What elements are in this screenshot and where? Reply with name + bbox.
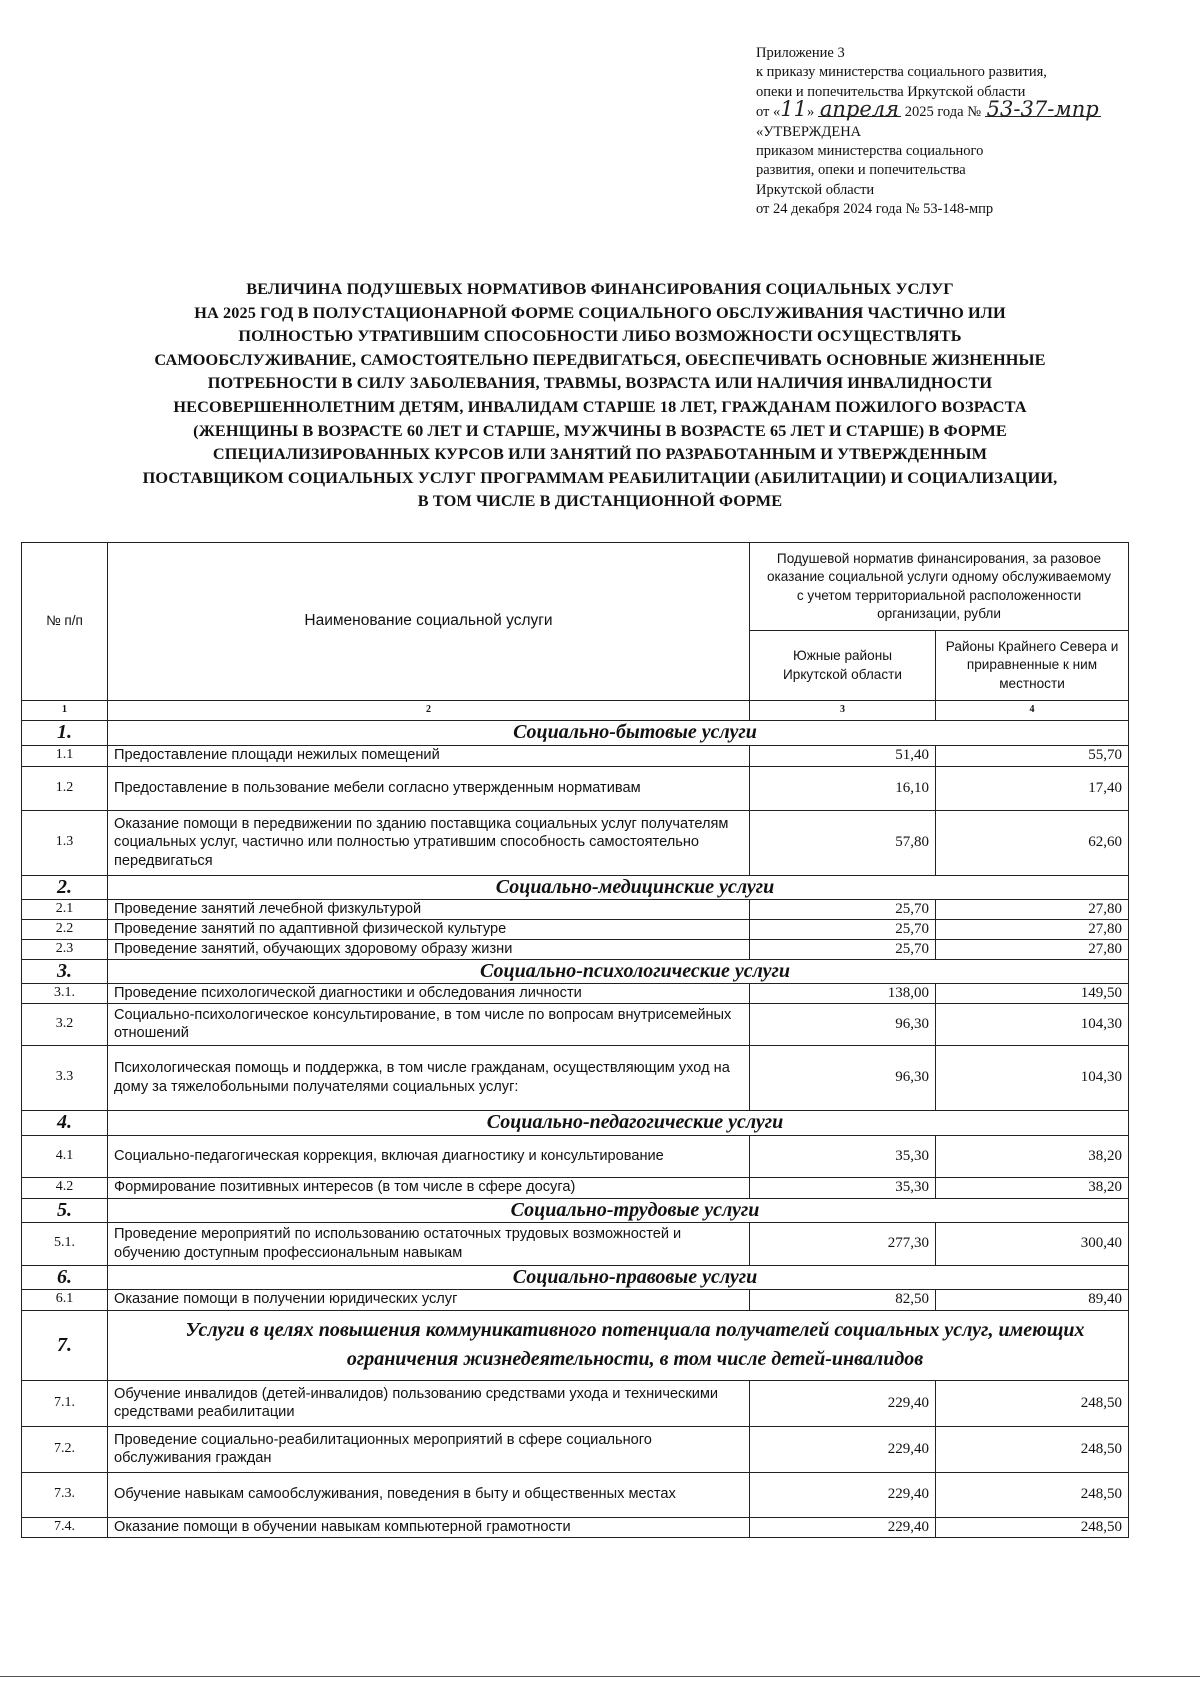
service-name: Проведение мероприятий по использованию остаточных трудовых возможностей и обучению доступным профессиональным навыкам	[108, 1222, 750, 1265]
approval-line: приказом министерства социального	[756, 143, 984, 160]
section-row	[22, 875, 1129, 899]
approved-label: «УТВЕРЖДЕНА	[756, 123, 862, 140]
header-south: Южные районы Иркутской области	[750, 631, 936, 701]
section-title: Услуги в целях повышения коммуникативного потенциала получателей социальных услуг, имеющих ограничения жизнедеятельности, в том числе детей-инвалидов	[108, 1310, 1129, 1380]
value-south: 82,50	[750, 1289, 936, 1310]
table-row	[22, 1472, 1129, 1517]
value-south: 138,00	[750, 983, 936, 1003]
section-row	[22, 1310, 1129, 1380]
service-name: Оказание помощи в получении юридических услуг	[108, 1289, 750, 1310]
row-number: 1.1	[22, 745, 108, 766]
row-number: 3.1.	[22, 983, 108, 1003]
row-number: 4.1	[22, 1135, 108, 1177]
row-number: 7.2.	[22, 1426, 108, 1472]
order-year: 2025 года №	[904, 104, 982, 121]
section-title: Социально-бытовые услуги	[108, 720, 1129, 745]
value-north: 62,60	[936, 810, 1129, 875]
column-index-row	[22, 701, 1129, 721]
row-number: 2.3	[22, 939, 108, 959]
row-number: 3.3	[22, 1045, 108, 1110]
row-number: 1.2	[22, 766, 108, 810]
section-number: 1.	[22, 720, 108, 745]
value-south: 35,30	[750, 1177, 936, 1198]
row-number: 7.1.	[22, 1380, 108, 1426]
value-south: 25,70	[750, 919, 936, 939]
section-number: 2.	[22, 875, 108, 899]
value-north: 248,50	[936, 1426, 1129, 1472]
section-title: Социально-правовые услуги	[108, 1265, 1129, 1289]
value-south: 51,40	[750, 745, 936, 766]
service-name: Предоставление в пользование мебели согласно утвержденным нормативам	[108, 766, 750, 810]
service-name: Оказание помощи в обучении навыкам компьютерной грамотности	[108, 1517, 750, 1537]
section-title: Социально-психологические услуги	[108, 959, 1129, 983]
title-line: (ЖЕНЩИНЫ В ВОЗРАСТЕ 60 ЛЕТ И СТАРШЕ, МУЖЧИНЫ В ВОЗРАСТЕ 65 ЛЕТ И СТАРШЕ) В ФОРМЕ	[193, 420, 1007, 440]
service-name: Проведение занятий лечебной физкультурой	[108, 899, 750, 919]
table-row	[22, 1517, 1129, 1537]
approval-line: развития, опеки и попечительства	[756, 162, 966, 179]
value-north: 300,40	[936, 1222, 1129, 1265]
value-north: 27,80	[936, 899, 1129, 919]
value-south: 35,30	[750, 1135, 936, 1177]
service-name: Предоставление площади нежилых помещений	[108, 745, 750, 766]
header-norm: Подушевой норматив финансирования, за разовое оказание социальной услуги одному обслуживаемому с учетом территориальной расположенности организации, рубли	[750, 543, 1129, 631]
value-north: 104,30	[936, 1003, 1129, 1045]
section-row	[22, 1265, 1129, 1289]
section-number: 5.	[22, 1198, 108, 1222]
service-name: Проведение занятий, обучающих здоровому образу жизни	[108, 939, 750, 959]
approval-line: Иркутской области	[756, 181, 875, 198]
value-north: 89,40	[936, 1289, 1129, 1310]
handwritten-day: 11	[780, 97, 808, 122]
column-index: 4	[936, 701, 1129, 721]
service-name: Проведение социально-реабилитационных мероприятий в сфере социального обслуживания граждан	[108, 1426, 750, 1472]
handwritten-month: апреля	[819, 97, 900, 122]
table-row	[22, 1222, 1129, 1265]
title-line: СПЕЦИАЛИЗИРОВАННЫХ КУРСОВ ИЛИ ЗАНЯТИЙ ПО РАЗРАБОТАННЫМ И УТВЕРЖДЕННЫМ	[212, 444, 988, 464]
table-row	[22, 899, 1129, 919]
column-index: 3	[750, 701, 936, 721]
row-number: 7.3.	[22, 1472, 108, 1517]
value-south: 25,70	[750, 939, 936, 959]
value-south: 96,30	[750, 1045, 936, 1110]
order-date-quote: »	[807, 104, 815, 121]
value-south: 277,30	[750, 1222, 936, 1265]
service-name: Социально-психологическое консультирование, в том числе по вопросам внутрисемейных отношений	[108, 1003, 750, 1045]
header-north: Районы Крайнего Севера и приравненные к ним местности	[936, 631, 1129, 701]
value-south: 229,40	[750, 1472, 936, 1517]
service-name: Социально-педагогическая коррекция, включая диагностику и консультирование	[108, 1135, 750, 1177]
row-number: 7.4.	[22, 1517, 108, 1537]
norms-table	[21, 542, 1129, 1538]
section-title: Социально-медицинские услуги	[108, 875, 1129, 899]
header-service-name: Наименование социальной услуги	[108, 543, 750, 701]
value-north: 55,70	[936, 745, 1129, 766]
service-name: Обучение инвалидов (детей-инвалидов) пользованию средствами ухода и техническими средствами реабилитации	[108, 1380, 750, 1426]
service-name: Психологическая помощь и поддержка, в том числе гражданам, осуществляющим уход на дому за тяжелобольными получателями социальных услуг:	[108, 1045, 750, 1110]
order-ref-line: к приказу министерства социального развития,	[756, 64, 1047, 81]
document-title	[40, 277, 1160, 513]
value-north: 27,80	[936, 919, 1129, 939]
row-number: 4.2	[22, 1177, 108, 1198]
value-north: 248,50	[936, 1380, 1129, 1426]
table-header-row	[22, 543, 1129, 631]
row-number: 1.3	[22, 810, 108, 875]
title-line: ПОСТАВЩИКОМ СОЦИАЛЬНЫХ УСЛУГ ПРОГРАММАМ РЕАБИЛИТАЦИИ (АБИЛИТАЦИИ) И СОЦИАЛИЗАЦИИ,	[142, 467, 1058, 487]
column-index: 1	[22, 701, 108, 721]
section-title: Социально-педагогические услуги	[108, 1110, 1129, 1135]
page-bottom-rule	[0, 1676, 1200, 1677]
title-line: САМООБСЛУЖИВАНИЕ, САМОСТОЯТЕЛЬНО ПЕРЕДВИГАТЬСЯ, ОБЕСПЕЧИВАТЬ ОСНОВНЫЕ ЖИЗНЕННЫЕ	[154, 349, 1046, 369]
table-row	[22, 745, 1129, 766]
value-north: 149,50	[936, 983, 1129, 1003]
row-number: 3.2	[22, 1003, 108, 1045]
value-south: 16,10	[750, 766, 936, 810]
table-row	[22, 1003, 1129, 1045]
value-south: 229,40	[750, 1380, 936, 1426]
service-name: Проведение психологической диагностики и обследования личности	[108, 983, 750, 1003]
value-north: 248,50	[936, 1517, 1129, 1537]
column-index: 2	[108, 701, 750, 721]
section-row	[22, 1198, 1129, 1222]
appendix-header	[756, 44, 1176, 220]
table-row	[22, 1289, 1129, 1310]
section-row	[22, 720, 1129, 745]
row-number: 2.2	[22, 919, 108, 939]
section-row	[22, 1110, 1129, 1135]
service-name: Обучение навыкам самообслуживания, поведения в быту и общественных местах	[108, 1472, 750, 1517]
title-line: НА 2025 ГОД В ПОЛУСТАЦИОНАРНОЙ ФОРМЕ СОЦИАЛЬНОГО ОБСЛУЖИВАНИЯ ЧАСТИЧНО ИЛИ	[194, 302, 1006, 322]
order-date-prefix: от «	[756, 104, 781, 121]
table-row	[22, 1135, 1129, 1177]
title-line: ВЕЛИЧИНА ПОДУШЕВЫХ НОРМАТИВОВ ФИНАНСИРОВАНИЯ СОЦИАЛЬНЫХ УСЛУГ	[246, 279, 954, 298]
service-name: Оказание помощи в передвижении по зданию поставщика социальных услуг получателям социальных услуг, частично или полностью утратившим способность самостоятельно передвигаться	[108, 810, 750, 875]
title-line: В ТОМ ЧИСЛЕ В ДИСТАНЦИОННОЙ ФОРМЕ	[417, 491, 783, 511]
table-row	[22, 1426, 1129, 1472]
appendix-label: Приложение 3	[756, 45, 845, 61]
header-num: № п/п	[22, 543, 108, 701]
table-row	[22, 1380, 1129, 1426]
row-number: 2.1	[22, 899, 108, 919]
table-row	[22, 1045, 1129, 1110]
table-row	[22, 810, 1129, 875]
value-north: 17,40	[936, 766, 1129, 810]
service-name: Проведение занятий по адаптивной физической культуре	[108, 919, 750, 939]
row-number: 6.1	[22, 1289, 108, 1310]
service-name: Формирование позитивных интересов (в том числе в сфере досуга)	[108, 1177, 750, 1198]
section-number: 6.	[22, 1265, 108, 1289]
value-south: 25,70	[750, 899, 936, 919]
table-row	[22, 983, 1129, 1003]
value-north: 38,20	[936, 1135, 1129, 1177]
value-south: 229,40	[750, 1517, 936, 1537]
value-south: 57,80	[750, 810, 936, 875]
section-number: 4.	[22, 1110, 108, 1135]
title-line: НЕСОВЕРШЕННОЛЕТНИМ ДЕТЯМ, ИНВАЛИДАМ СТАРШЕ 18 ЛЕТ, ГРАЖДАНАМ ПОЖИЛОГО ВОЗРАСТА	[173, 396, 1027, 416]
table-row	[22, 1177, 1129, 1198]
table-row	[22, 919, 1129, 939]
order-date-line	[756, 97, 1176, 122]
handwritten-order-number: 53-37-мпр	[986, 97, 1099, 122]
title-line: ПОТРЕБНОСТИ В СИЛУ ЗАБОЛЕВАНИЯ, ТРАВМЫ, ВОЗРАСТА ИЛИ НАЛИЧИЯ ИНВАЛИДНОСТИ	[207, 373, 993, 393]
section-number: 3.	[22, 959, 108, 983]
section-row	[22, 959, 1129, 983]
table-row	[22, 766, 1129, 810]
section-title: Социально-трудовые услуги	[108, 1198, 1129, 1222]
value-south: 96,30	[750, 1003, 936, 1045]
order-ref-line: опеки и попечительства Иркутской области	[756, 83, 1026, 100]
row-number: 5.1.	[22, 1222, 108, 1265]
table-row	[22, 939, 1129, 959]
value-north: 27,80	[936, 939, 1129, 959]
approval-date-line: от 24 декабря 2024 года № 53-148-мпр	[756, 201, 994, 218]
title-line: ПОЛНОСТЬЮ УТРАТИВШИМ СПОСОБНОСТИ ЛИБО ВОЗМОЖНОСТИ ОСУЩЕСТВЛЯТЬ	[238, 326, 962, 346]
value-south: 229,40	[750, 1426, 936, 1472]
value-north: 38,20	[936, 1177, 1129, 1198]
value-north: 248,50	[936, 1472, 1129, 1517]
value-north: 104,30	[936, 1045, 1129, 1110]
section-number: 7.	[22, 1310, 108, 1380]
